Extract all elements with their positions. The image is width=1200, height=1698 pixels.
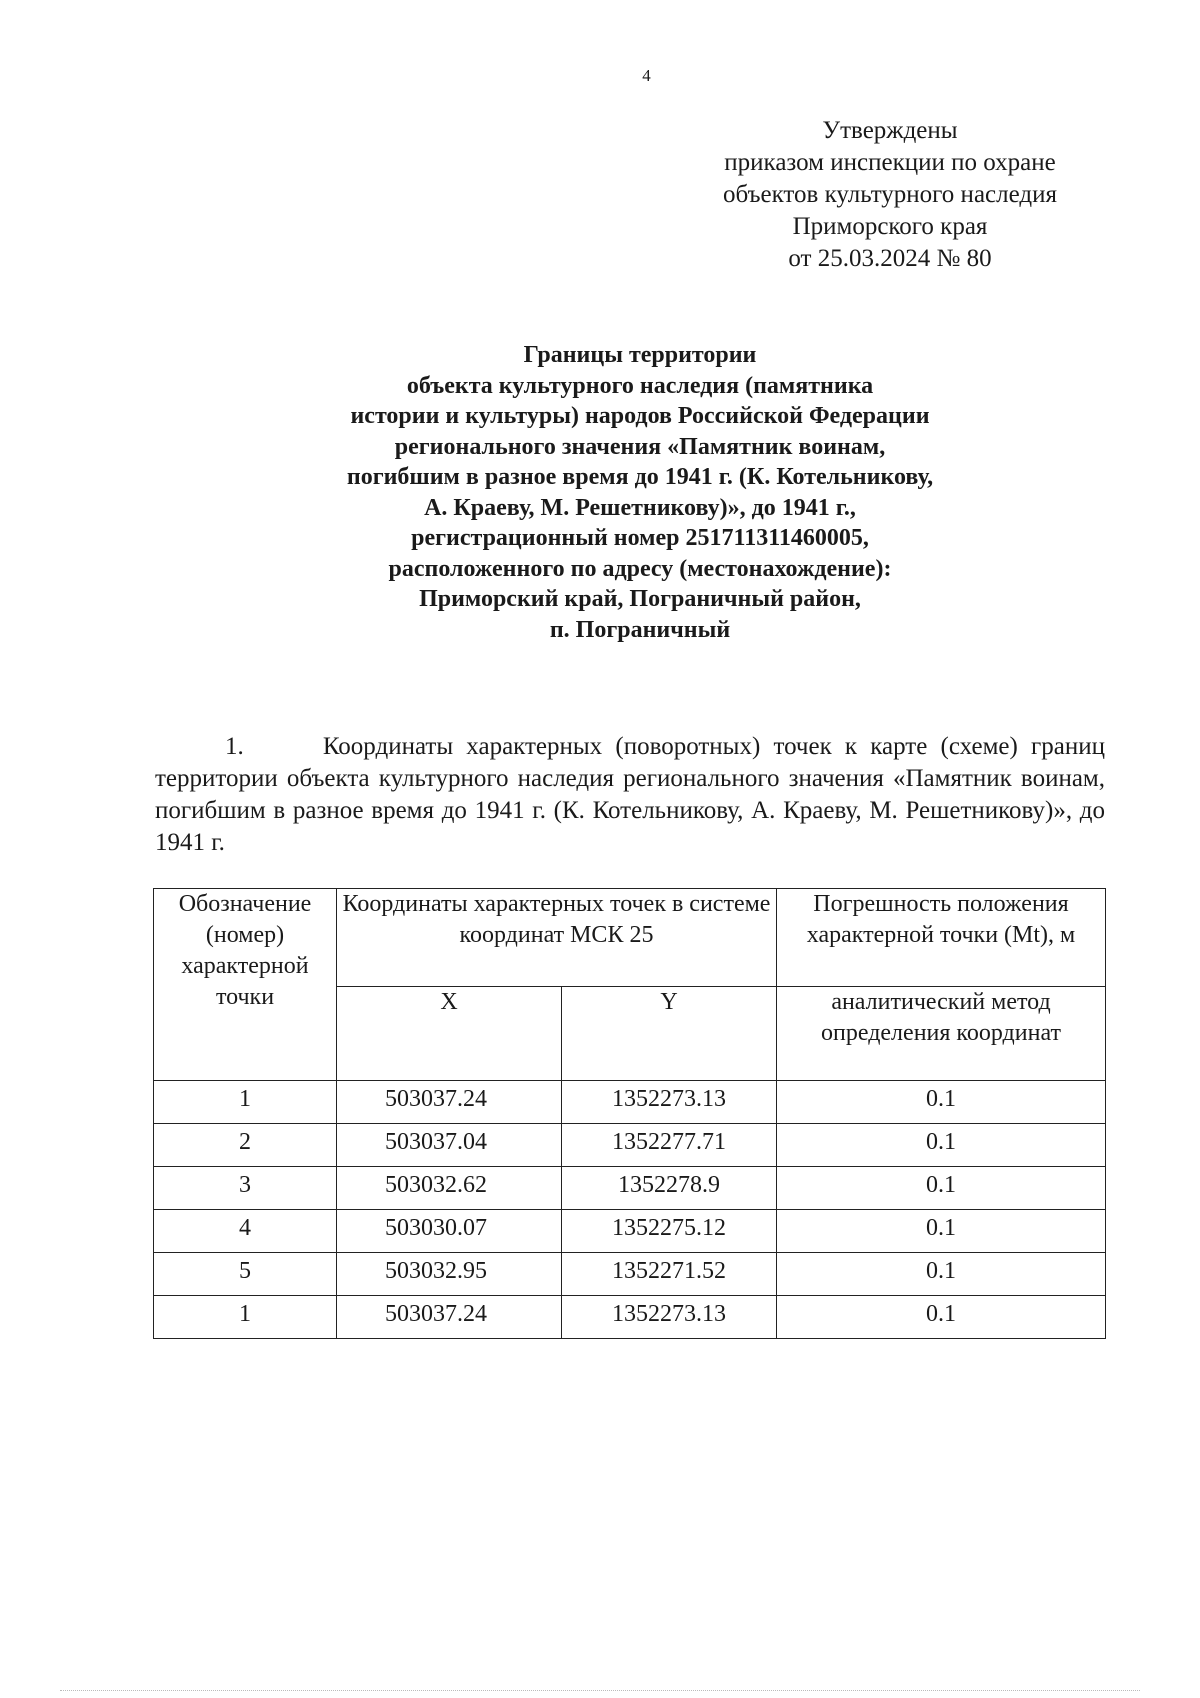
cell-x: 503037.24 (337, 1296, 562, 1339)
cell-error: 0.1 (777, 1167, 1106, 1210)
table-header-row (154, 889, 1106, 987)
header-coords: Координаты характерных точек в системе координат МСК 25 (337, 889, 777, 987)
cell-error: 0.1 (777, 1296, 1106, 1339)
cell-error: 0.1 (777, 1253, 1106, 1296)
title-line: Приморский край, Пограничный район, (419, 586, 861, 612)
approval-line: Приморского края (792, 213, 988, 240)
cell-x: 503032.62 (337, 1167, 562, 1210)
header-method: аналитический метод определения координат (777, 987, 1106, 1081)
table-row (154, 1296, 1106, 1339)
cell-point: 3 (154, 1167, 337, 1210)
page-number: 4 (642, 66, 651, 85)
cell-point: 1 (154, 1081, 337, 1124)
cell-x: 503037.04 (337, 1124, 562, 1167)
title-line: регионального значения «Памятник воинам, (394, 433, 886, 460)
table-row (154, 1167, 1106, 1210)
approval-line: объектов культурного наследия (723, 181, 1057, 208)
cell-error: 0.1 (777, 1210, 1106, 1253)
cell-x: 503037.24 (337, 1081, 562, 1124)
table-row (154, 1081, 1106, 1124)
cell-error: 0.1 (777, 1081, 1106, 1124)
header-point: Обозначение (номер) характерной точки (154, 889, 337, 1081)
title-line: расположенного по адресу (местонахождение): (388, 555, 892, 582)
table-row (154, 1253, 1106, 1296)
cell-point: 4 (154, 1210, 337, 1253)
cell-y: 1352271.52 (562, 1253, 777, 1296)
approval-line: от 25.03.2024 № 80 (788, 245, 992, 272)
cell-y: 1352273.13 (562, 1296, 777, 1339)
cell-y: 1352273.13 (562, 1081, 777, 1124)
header-x: X (337, 987, 562, 1081)
coordinates-paragraph: 1. Координаты характерных (поворотных) точек к карте (схеме) границ территории объекта культурного наследия регионального значения «Памятник воинам, погибшим в разное время до 1941 г. (К. Котельникову, А. Краеву, М. Решетникову)», до 1941 г. (155, 733, 1105, 856)
approval-line: приказом инспекции по охране (724, 149, 1056, 176)
cell-y: 1352277.71 (562, 1124, 777, 1167)
cell-point: 5 (154, 1253, 337, 1296)
cell-point: 2 (154, 1124, 337, 1167)
table-row (154, 1124, 1106, 1167)
header-y: Y (562, 987, 777, 1081)
title-line: погибшим в разное время до 1941 г. (К. Котельникову, (346, 464, 934, 490)
approval-line: Утверждены (822, 117, 958, 144)
header-error: Погрешность положения характерной точки (Mt), м (777, 889, 1106, 987)
cell-x: 503030.07 (337, 1210, 562, 1253)
title-line: объекта культурного наследия (памятника (406, 372, 874, 399)
document-title (150, 340, 1130, 645)
title-line: А. Краеву, М. Решетникову)», до 1941 г., (424, 494, 856, 521)
cell-y: 1352278.9 (562, 1167, 777, 1210)
table-row (154, 1210, 1106, 1253)
page-edge-divider (60, 1690, 1140, 1691)
title-line: регистрационный номер 251711311460005, (411, 525, 869, 551)
title-line: п. Пограничный (549, 616, 731, 643)
title-line: истории и культуры) народов Российской Федерации (350, 403, 930, 429)
coordinates-table (153, 888, 1106, 1339)
approval-block (690, 115, 1090, 275)
cell-error: 0.1 (777, 1124, 1106, 1167)
cell-x: 503032.95 (337, 1253, 562, 1296)
title-line: Границы территории (523, 342, 757, 368)
cell-point: 1 (154, 1296, 337, 1339)
cell-y: 1352275.12 (562, 1210, 777, 1253)
